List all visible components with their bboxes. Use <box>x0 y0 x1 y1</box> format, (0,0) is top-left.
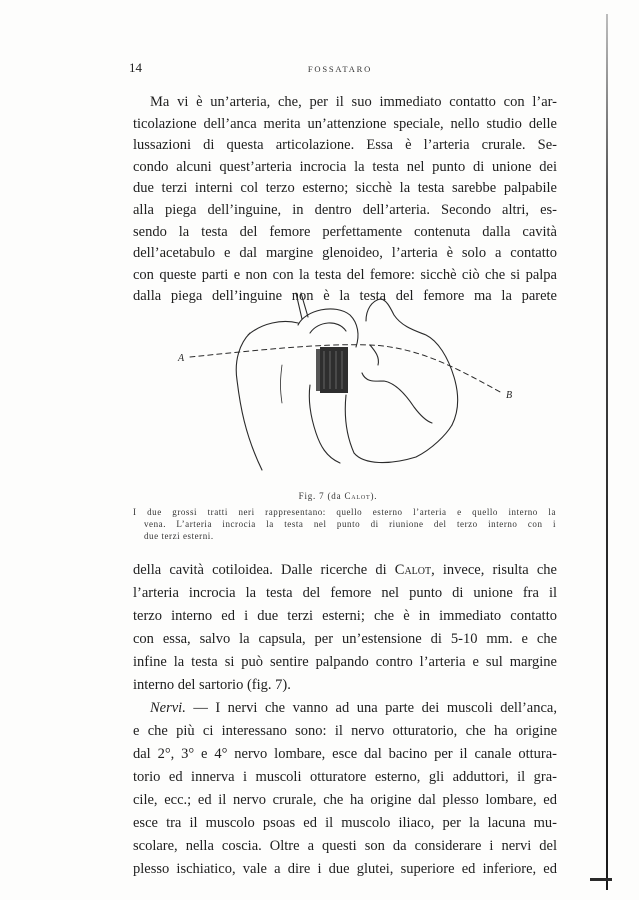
text-line: torio ed innerva i muscoli otturatore esterno, gli adduttori, il gra- <box>133 769 557 785</box>
running-title: FOSSATARO <box>307 64 373 74</box>
bottom-edge-mark <box>590 878 612 881</box>
figure-caption <box>133 506 556 542</box>
text-line: plesso ischiatico, vale a dire i due glutei, superiore ed inferiore, ed <box>133 861 557 877</box>
hip-joint-figure <box>170 285 520 485</box>
text-line: alla piega dell’inguine, in dentro dell’arteria. Secondo altri, es- <box>133 201 557 218</box>
paragraphs-2-3 <box>133 559 557 881</box>
section-heading-nervi: Nervi. <box>150 700 186 716</box>
text-line: dalla piega dell’inguine non è la testa del femore ma la parete <box>133 288 557 305</box>
trochanter-line <box>281 365 283 403</box>
caption-line: I due grossi tratti neri rappresentano: quello esterno l’arteria e quello interno la <box>133 507 556 517</box>
page-number: 14 <box>129 60 142 75</box>
lower-contour <box>345 395 452 463</box>
pelvis-inner-contour <box>362 373 432 423</box>
text-line: esce tra il muscolo psoas ed il muscolo iliaco, per la lacuna mu- <box>133 815 557 831</box>
text-line: con essa, salvo la capsula, per un’estensione di 5-10 mm. e che <box>133 631 557 647</box>
femur-neck-contour <box>248 322 298 336</box>
femur-inner-contour <box>309 385 340 463</box>
figure-title-suffix: ). <box>370 491 378 501</box>
femur-outer-contour <box>236 333 262 470</box>
upper-line-2 <box>301 293 308 317</box>
author-name: Calot <box>394 562 432 578</box>
text-line: con queste parti e non con la testa del femore: sicchè ciò che si palpa <box>133 266 557 283</box>
text-line: interno del sartorio (fig. 7). <box>133 677 291 693</box>
figure-title-author: Calot <box>344 491 371 501</box>
text-line: scolare, nella coscia. Oltre a questi son da considerare i nervi del <box>133 838 557 854</box>
label-a: A <box>178 353 185 364</box>
figure-title <box>218 490 458 502</box>
text-line: ticolazione dell’anca merita un’attenzione speciale, nello studio delle <box>133 115 557 132</box>
text-line: Ma vi è un’arteria, che, per il suo immediato contatto con l’ar- <box>150 94 557 110</box>
text-line <box>133 559 557 582</box>
text-line: due terzi interni col terzo esterno; sicchè la testa sarebbe palpabile <box>133 180 557 197</box>
text-line: dell’acetabulo e dal margine glenoideo, l’arteria è solo a contatto <box>133 245 557 262</box>
text-line: dal 2°, 3° e 4° nervo lombare, esce dal bacino per il canale ottura- <box>133 746 557 762</box>
vein-strip <box>316 349 320 391</box>
text-line <box>133 697 557 720</box>
text-segment: , invece, risulta che <box>431 562 557 578</box>
text-segment: — I nervi che vanno ad una parte dei muscoli dell’anca, <box>185 700 557 716</box>
binding-edge <box>606 14 608 890</box>
text-line: sendo la testa del femore perfettamente contenuta dalla cavità <box>133 223 557 240</box>
caption-line: due terzi esterni. <box>144 531 214 541</box>
text-line: condo alcuni quest’arteria incrocia la testa nel punto di unione dei <box>133 158 557 175</box>
text-segment: della cavità cotiloidea. Dalle ricerche di <box>133 562 395 578</box>
text-line: lussazioni di questa articolazione. Essa è l’arteria crurale. Se- <box>133 137 557 154</box>
paragraph-1 <box>133 92 557 308</box>
acetabulum-rim <box>370 345 378 365</box>
caption-line: vena. L’arteria incrocia la testa nel punto di riunione del terzo interno con i <box>144 519 556 529</box>
figure-title-prefix: Fig. 7 (da <box>298 491 345 501</box>
text-line: e che più ci interessano sono: il nervo otturatorio, che ha origine <box>133 723 557 739</box>
femoral-head-inner-arc <box>310 323 346 333</box>
pelvis-outer-contour <box>366 299 458 425</box>
upper-line-1 <box>296 293 302 319</box>
label-b: B <box>506 390 513 401</box>
text-line: terzo interno ed i due terzi esterni; che è in immediato contatto <box>133 608 557 624</box>
text-line: cile, ecc.; ed il nervo crurale, che ha origine dal plesso lombare, ed <box>133 792 557 808</box>
text-line: infine la testa si può sentire palpando contro l’arteria e sul margine <box>133 654 557 670</box>
text-line: l’arteria incrocia la testa del femore nel punto di unione fra il <box>133 585 557 601</box>
